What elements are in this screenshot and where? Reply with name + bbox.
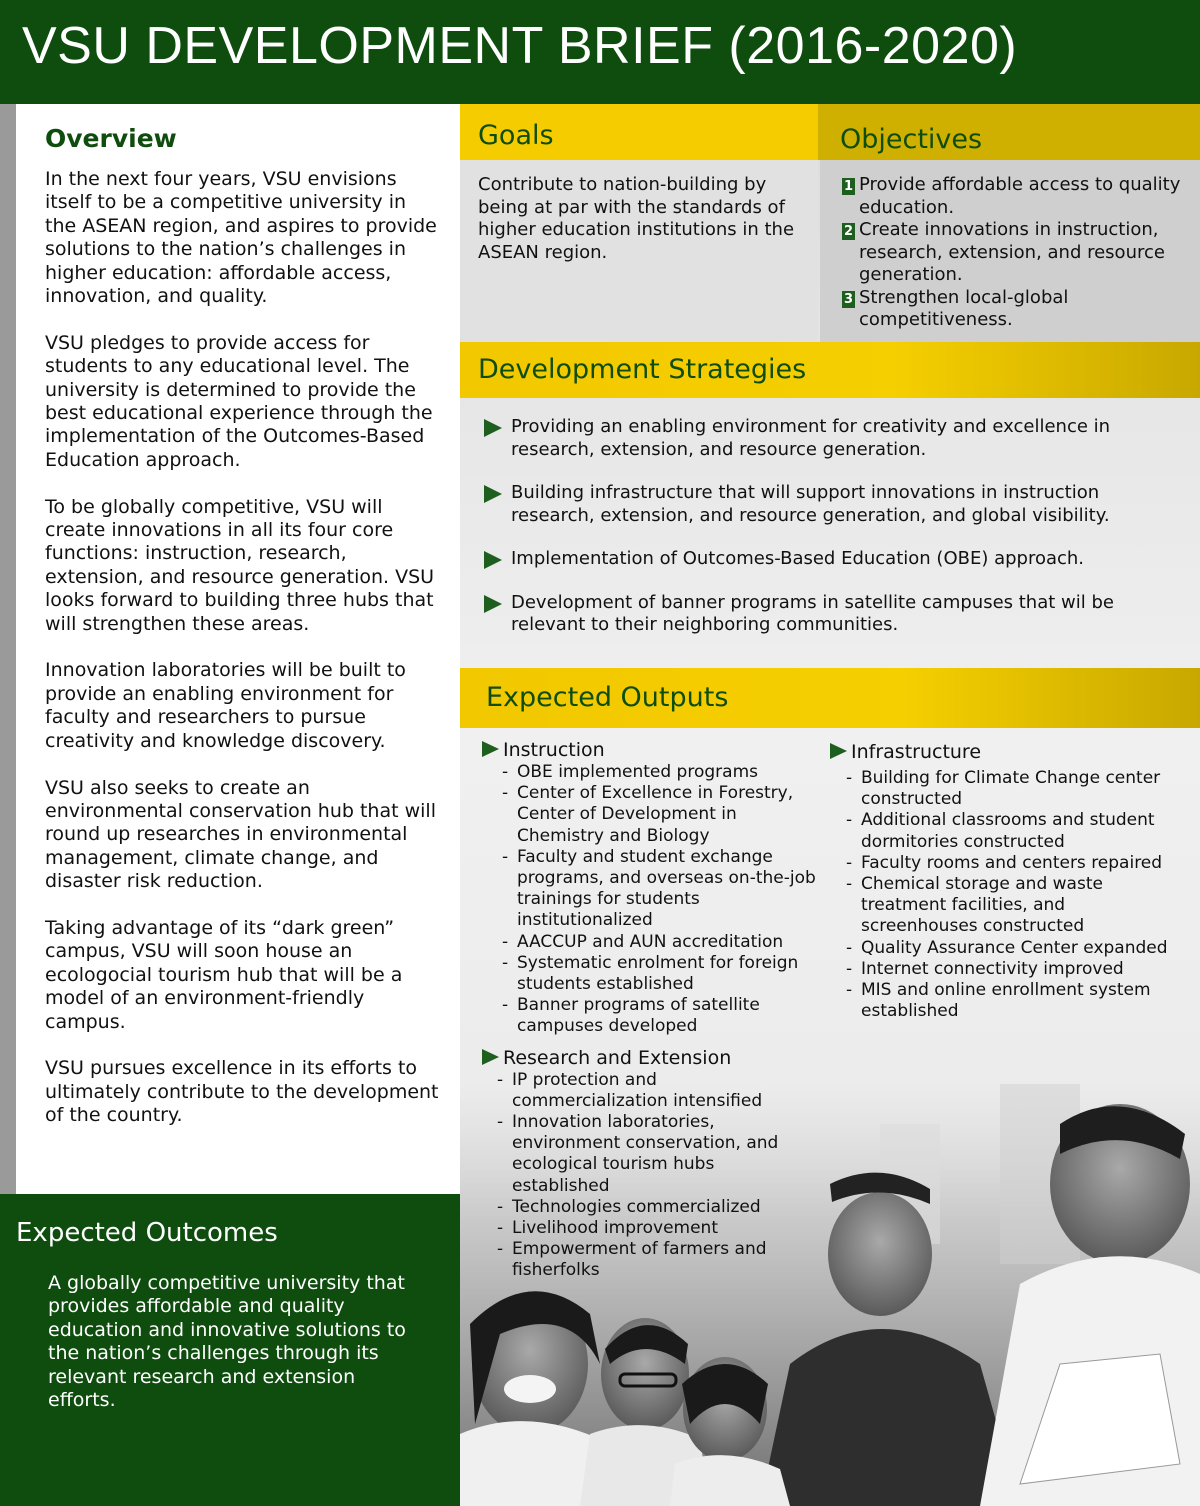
triangle-bullet-icon [484,419,502,437]
number-badge: 1 [843,179,854,194]
list-item: - Empowerment of farmers and fisherfolks [497,1239,792,1281]
list-item: - Faculty and student exchange programs, and overseas on-the-job trainings for students institutionalized [502,847,817,932]
overview-paragraph: VSU pledges to provide access for students to any educational level. The university is determined to provide the best educational experience through the implementation of the Outcomes-Based Education approach. [45,331,433,471]
list-item: - Innovation laboratories, environment conservation, and ecological tourism hubs established [497,1112,792,1197]
list-item: - Livelihood improvement [497,1218,792,1239]
number-badge: 3 [843,291,854,307]
list-item: - Additional classrooms and student dormitories constructed [846,810,1175,852]
research-heading [482,1046,817,1070]
list-item: - AACCUP and AUN accreditation [502,932,817,953]
overview-paragraph: To be globally competitive, VSU will create innovations in all its four core functions: instruction, research, extension, and resource generation. VSU looks forward to building three hubs that will strengthen these areas. [45,495,435,635]
infrastructure-heading [830,740,1175,764]
goals-title: Goals [478,120,554,151]
outcomes-title: Expected Outcomes [16,1218,278,1248]
strategy-text: Implementation of Outcomes-Based Education (OBE) approach. [511,548,1085,569]
list-item: - Center of Excellence in Forestry, Center of Development in Chemistry and Biology [502,783,817,847]
objective-text: Create innovations in instruction, research, extension, and resource generation. [859,219,1165,285]
list-item: - OBE implemented programs [502,762,817,783]
strategy-item [484,592,1174,637]
outputs-right-column [830,740,1175,1022]
left-edge-strip [0,104,16,1194]
strategy-text: Providing an enabling environment for creativity and excellence in research, extension, and resource generation. [511,416,1111,460]
list-item: - Internet connectivity improved [846,959,1175,980]
list-item: - Technologies commercialized [497,1197,792,1218]
infrastructure-list [830,768,1175,1022]
strategies-title: Development Strategies [478,354,807,385]
strategies-list [484,416,1174,658]
page-title: VSU DEVELOPMENT BRIEF (2016-2020) [22,17,1018,75]
infrastructure-title: Infrastructure [851,741,982,763]
list-item: - MIS and online enrollment system established [846,980,1175,1022]
strategy-item [484,416,1174,461]
objective-text: Provide affordable access to quality education. [859,174,1181,218]
triangle-bullet-icon [484,595,502,613]
research-title: Research and Extension [503,1046,732,1069]
list-item: - Quality Assurance Center expanded [846,938,1175,959]
objective-text: Strengthen local-global competitiveness. [859,286,1069,330]
outputs-title: Expected Outputs [486,682,729,713]
objectives-title: Objectives [840,124,983,155]
overview-paragraph: Taking advantage of its “dark green” campus, VSU will soon house an ecologocial tourism hub that will be a model of an environment-friendly campus. [45,916,403,1033]
instruction-title: Instruction [503,739,605,761]
objective-item [842,174,1187,219]
research-list [482,1070,792,1282]
strategy-item [484,482,1174,527]
overview-paragraph: In the next four years, VSU envisions itself to be a competitive university in the ASEAN region, and aspires to provide solutions to the nation’s challenges in higher education: affordable access, innovation, and quality. [45,168,437,308]
instruction-list [482,762,817,1038]
outputs-left-column [482,738,817,1282]
triangle-bullet-icon [482,741,499,757]
objective-item [842,219,1187,287]
overview-body [45,168,440,1151]
overview-paragraph: VSU pursues excellence in its efforts to ultimately contribute to the development of the country. [45,1057,439,1127]
goals-text: Contribute to nation-building by being at par with the standards of higher education institutions in the ASEAN region. [478,174,795,263]
overview-paragraph: VSU also seeks to create an environmental conservation hub that will round up researches in environmental management, climate change, and disaster risk reduction. [45,776,436,893]
strategy-text: Development of banner programs in satellite campuses that wil be relevant to their neighboring communities. [511,591,1114,635]
number-badge: 2 [843,224,854,239]
strategy-text: Building infrastructure that will support innovations in instruction research, extension, and resource generation, and global visibility. [511,482,1110,526]
outcomes-text: A globally competitive university that provides affordable and quality education and innovative solutions to the nation’s challenges through its relevant research and extension efforts. [48,1272,406,1412]
triangle-bullet-icon [482,1049,499,1065]
overview-title: Overview [45,124,177,153]
list-item: - Chemical storage and waste treatment facilities, and screenhouses constructed [846,874,1175,938]
list-item: - IP protection and commercialization intensified [497,1070,792,1112]
list-item: - Faculty rooms and centers repaired [846,853,1175,874]
strategy-item [484,548,1174,571]
instruction-heading [482,738,817,762]
list-item: - Systematic enrolment for foreign students established [502,953,817,995]
list-item: - Building for Climate Change center constructed [846,768,1175,810]
objectives-list [842,174,1187,332]
triangle-bullet-icon [484,551,502,569]
overview-paragraph: Innovation laboratories will be built to provide an enabling environment for faculty and researchers to pursue creativity and knowledge discovery. [45,659,406,752]
objective-item [842,287,1187,332]
list-item: - Banner programs of satellite campuses developed [502,995,817,1037]
triangle-bullet-icon [484,485,502,503]
triangle-bullet-icon [830,743,847,759]
